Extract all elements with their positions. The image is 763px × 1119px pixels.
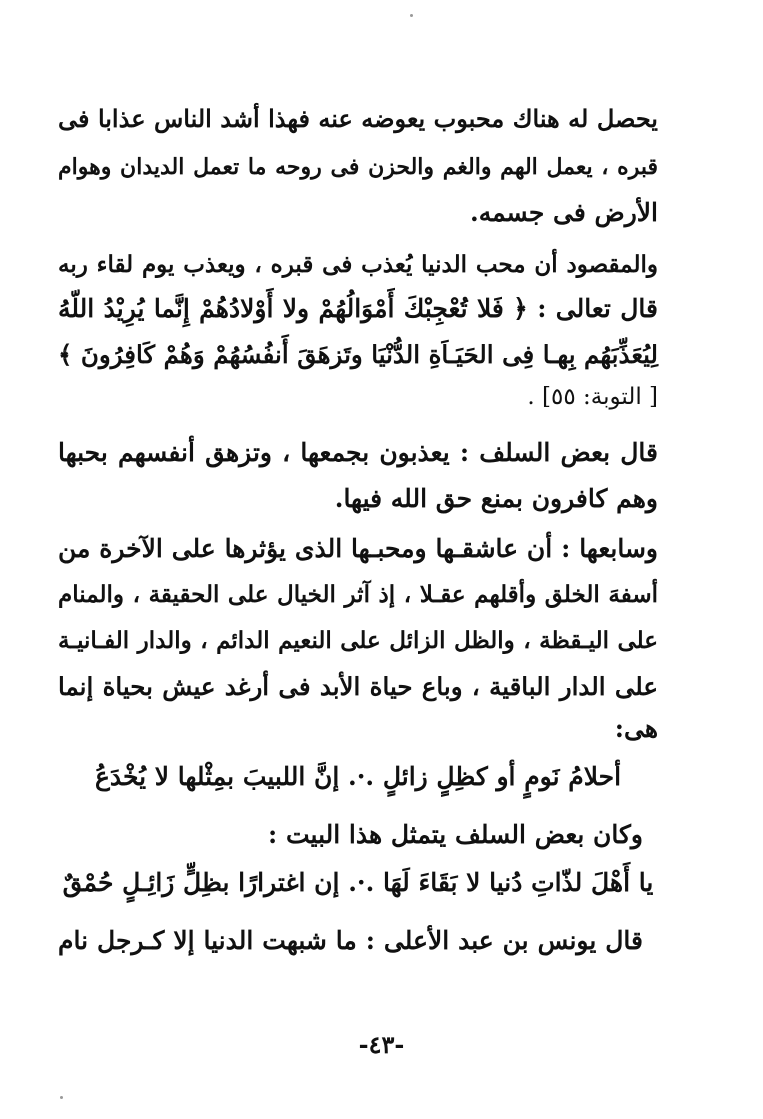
text-line-8: قال بعض السلف : يعذبون بجمعها ، وتزهق أنفسهم بحبها xyxy=(58,438,658,467)
text-line-13: على الدار الباقية ، وباع حياة الأبد فى أرغد عيش بحياة إنما xyxy=(58,672,658,701)
text-line-4: والمقصود أن محب الدنيا يُعذب فى قبره ، ويعذب يوم لقاء ربه xyxy=(58,251,658,278)
text-line-10: وسابعها : أن عاشقـها ومحبـها الذى يؤثرها على الآخرة من xyxy=(58,534,658,563)
text-line-3: الأرض فى جسمه. xyxy=(469,198,658,227)
page-number: -٤٣- xyxy=(358,1030,405,1059)
verse-reference: [ التوبة: ٥٥] . xyxy=(527,384,658,410)
text-line-11: أسفهَ الخلق وأقلهم عقـلا ، إذ آثر الخيال على الحقيقة ، والمنام xyxy=(58,581,658,608)
quran-verse-line-1: قال تعالى : ﴿ فَلا تُعْجِبْكَ أَمْوَالُهُمْ ولا أَوْلادُهُمْ إِنَّما يُرِيْدُ اللّهُ xyxy=(58,294,658,323)
text-line-12: على اليـقظة ، والظل الزائل على النعيم الدائم ، والدار الفـانيـة xyxy=(58,627,658,654)
text-line-9: وهم كافرون بمنع حق الله فيها. xyxy=(334,484,658,513)
text-line-2: قبره ، يعمل الهم والغم والحزن فى روحه ما تعمل الديدان وهوام xyxy=(58,154,658,180)
poetry-verse-1: أحلامُ نَومٍ أو كظِلٍ زائلٍ .·. إنَّ اللبيبَ بمِثْلها لا يُخْدَعُ xyxy=(94,762,622,791)
text-line-14: هى: xyxy=(614,714,658,743)
poetry-verse-2: يا أَهْلَ لذّاتِ دُنيا لا بَقَاءَ لَهَا .·. إن اغترارًا بظِلٍّ زَائِـلٍ حُمْقٌ xyxy=(62,868,654,897)
text-line-16: وكان بعض السلف يتمثل هذا البيت : xyxy=(268,820,643,849)
text-line-18: قال يونس بن عبد الأعلى : ما شبهت الدنيا إلا كـرجل نام xyxy=(58,926,643,955)
scan-speck xyxy=(60,1096,63,1099)
quran-verse-line-2: لِيُعَذِّبَهُم بِهـا فِى الحَيَـاَةِ الدُّنْيَا وتَزهَقَ أَنفُسُهُمْ وَهُمْ كَافِرُونَ ﴾ xyxy=(58,340,658,369)
text-line-1: يحصل له هناك محبوب يعوضه عنه فهذا أشد الناس عذابا فى xyxy=(58,104,658,133)
scan-speck xyxy=(410,14,413,17)
